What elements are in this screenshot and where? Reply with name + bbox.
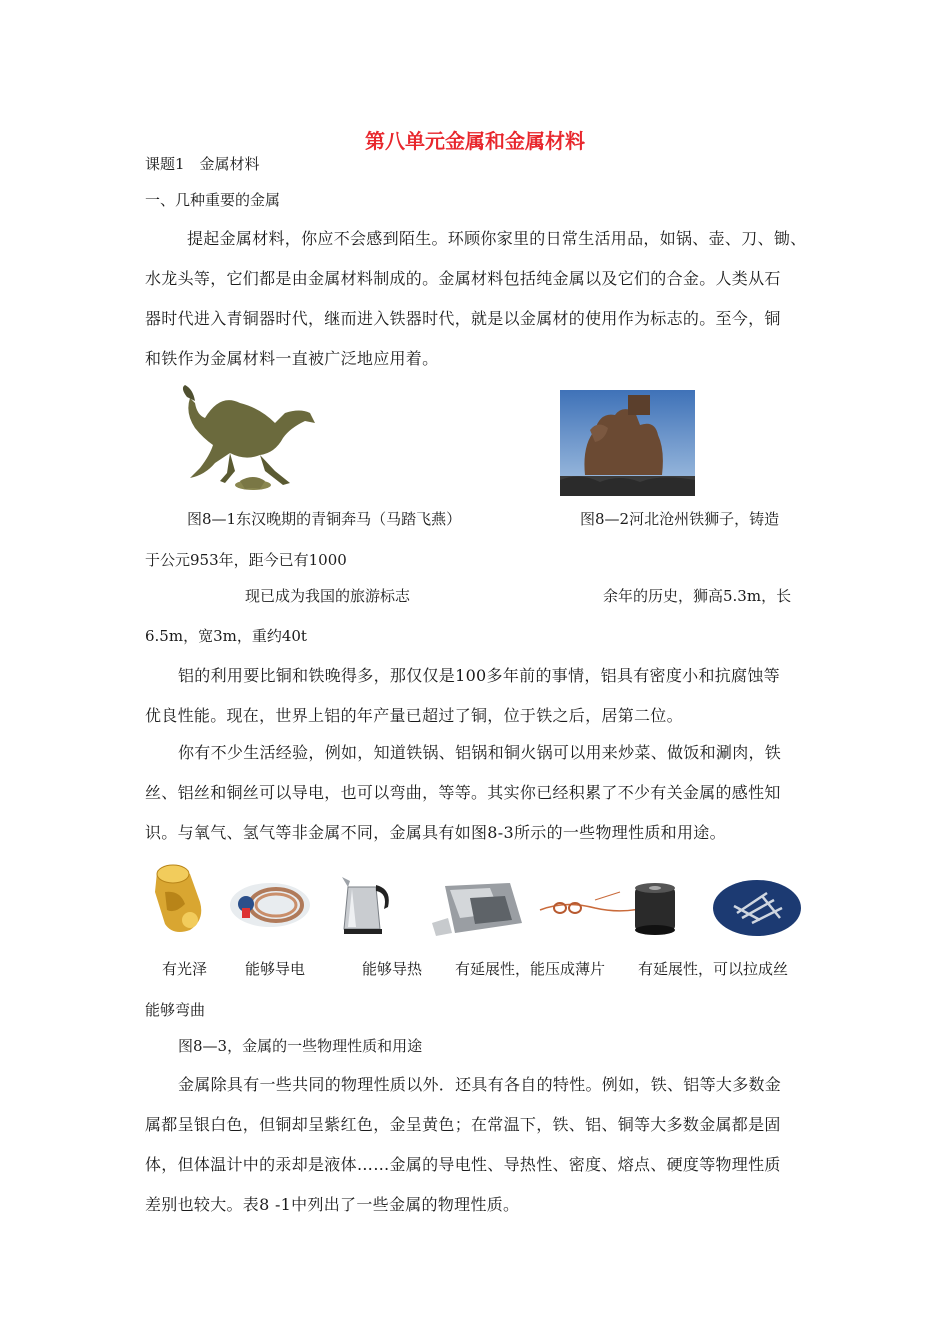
property-conductive: 能够导电 <box>245 960 306 978</box>
final-line-2: 属都呈银白色，但铜却呈紫红色，金呈黄色；在常温下，铁、铝、铜等大多数金属都是固 <box>145 1115 781 1134</box>
intro-line-3: 器时代进入青铜器时代，继而进入铁器时代，就是以金属材的使用作为标志的。至今，铜 <box>145 309 781 328</box>
experience-line-2: 丝、铝丝和铜丝可以导电，也可以弯曲，等等。其实你已经积累了不少有关金属的感性知 <box>145 783 781 802</box>
kettle-image <box>338 867 393 937</box>
caption-line-2: 于公元953年，距今已有1000 <box>145 551 347 569</box>
metal-foil-image <box>430 878 525 938</box>
fig1-caption-cont: 现已成为我国的旅游标志 <box>245 587 411 605</box>
final-line-3: 体，但体温计中的汞却是液体……金属的导电性、导热性、密度、熔点、硬度等物理性质 <box>145 1155 781 1174</box>
paper-clips-image <box>712 878 802 938</box>
page-title: 第八单元金属和金属材料 <box>365 129 585 153</box>
intro-line-2: 水龙头等，它们都是由金属材料制成的。金属材料包括纯金属以及它们的合金。人类从石 <box>145 269 781 288</box>
final-line-4: 差别也较大。表8 -1中列出了一些金属的物理性质。 <box>145 1195 520 1214</box>
fig1-caption: 图8—1东汉晚期的青铜奔马（马踏飞燕） <box>187 510 462 528</box>
fig2-caption-cont: 余年的历史，狮高5.3m，长 <box>603 587 792 605</box>
electric-wire-image <box>228 880 313 930</box>
fig3-caption: 图8—3，金属的一些物理性质和用途 <box>178 1037 423 1055</box>
iron-lion-image <box>560 390 695 496</box>
section-heading: 一、几种重要的金属 <box>145 191 281 209</box>
brass-tuba-image <box>145 862 210 937</box>
property-bendable: 能够弯曲 <box>145 1001 206 1019</box>
experience-line-3: 识。与氧气、氢气等非金属不同，金属具有如图8-3所示的一些物理性质和用途。 <box>145 823 726 842</box>
experience-line-1: 你有不少生活经验，例如，知道铁锅、铝锅和铜火锅可以用来炒菜、做饭和涮肉，铁 <box>178 743 782 762</box>
intro-line-4: 和铁作为金属材料一直被广泛地应用着。 <box>145 349 439 368</box>
lesson-heading: 课题1 金属材料 <box>145 155 260 173</box>
intro-line-1: 提起金属材料，你应不会感到陌生。环顾你家里的日常生活用品，如锅、壶、刀、锄、 <box>187 229 807 248</box>
final-line-1: 金属除具有一些共同的物理性质以外．还具有各自的特性。例如，铁、铝等大多数金 <box>178 1075 782 1094</box>
property-ductile: 有延展性，可以拉成丝 <box>638 960 789 978</box>
bronze-horse-image <box>165 383 325 498</box>
fig2-caption: 图8—2河北沧州铁狮子，铸造 <box>580 510 780 528</box>
property-luster: 有光泽 <box>162 960 208 978</box>
aluminum-line-1: 铝的利用要比铜和铁晚得多，那仅仅是100多年前的事情，铝具有密度小和抗腐蚀等 <box>178 666 780 685</box>
property-malleable: 有延展性，能压成薄片 <box>455 960 606 978</box>
property-thermal: 能够导热 <box>362 960 423 978</box>
caption-line-4: 6.5m，宽3m，重约40t <box>145 627 307 645</box>
copper-wire-image <box>535 880 695 935</box>
aluminum-line-2: 优良性能。现在，世界上铝的年产量已超过了铜，位于铁之后，居第二位。 <box>145 706 683 725</box>
